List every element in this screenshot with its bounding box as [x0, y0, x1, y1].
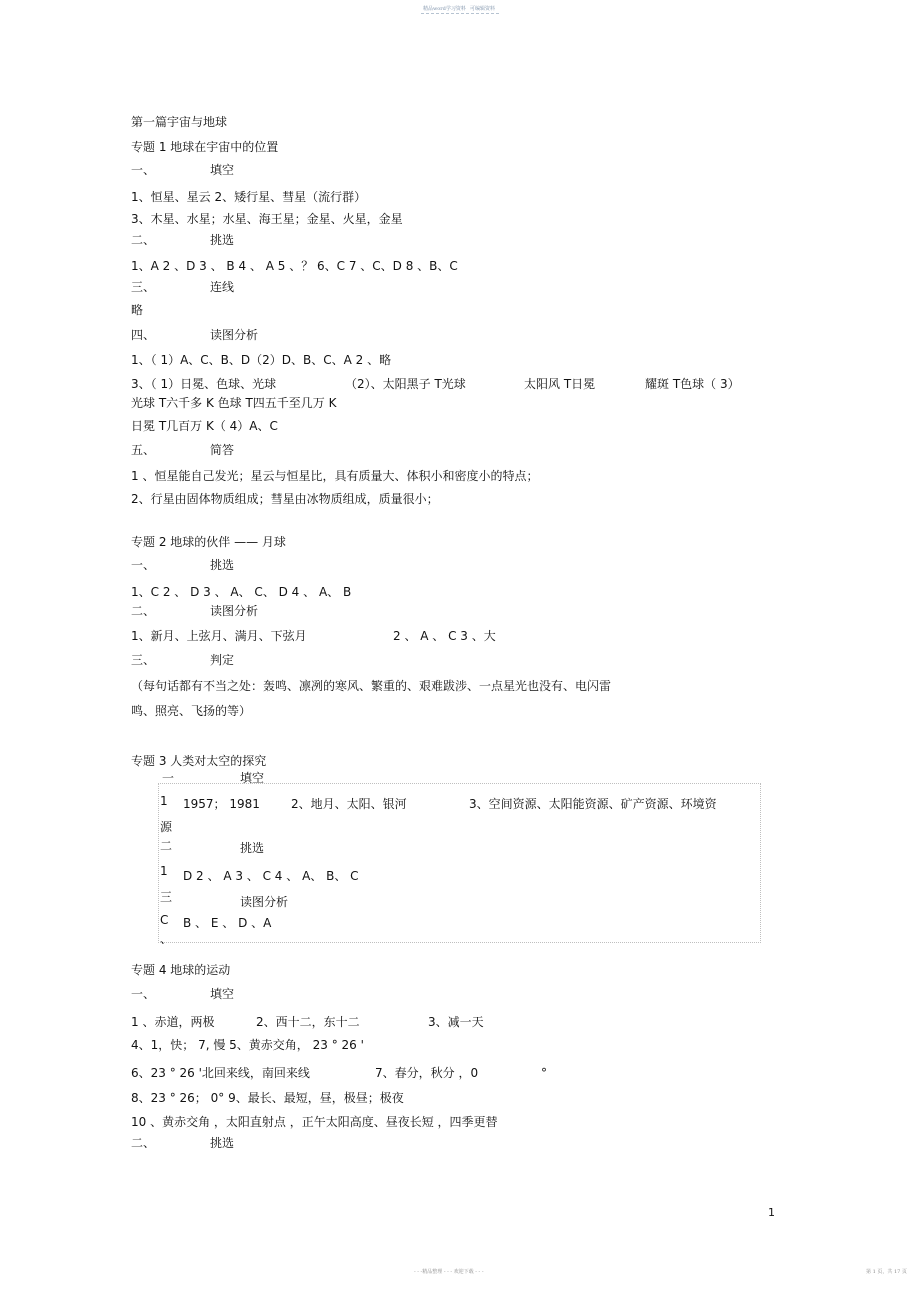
section-number: 二 — [160, 839, 173, 853]
answer-line: 光球 T六千多 K 色球 T四五千至几万 K — [131, 396, 337, 410]
section-label: 连线 — [210, 280, 235, 294]
section-label: 读图分析 — [210, 604, 259, 618]
answer-line: 太阳风 T日冕 — [524, 377, 596, 391]
answer-line: 10 、黄赤交角 ，太阳直射点 ，正午太阳高度、昼夜长短 ，四季更替 — [131, 1115, 498, 1129]
section-number: 一、 — [131, 558, 156, 572]
answer-line: （每句话都有不当之处：轰鸣、凛冽的寒风、繁重的、艰难跋涉、一点星光也没有、电闪雷 — [131, 679, 612, 693]
section-label: 填空 — [240, 771, 265, 785]
answer-line: 1 、赤道，两极 — [131, 1015, 215, 1029]
section-number: 四、 — [131, 328, 156, 342]
answer-line: 1、恒星、星云 2、矮行星、彗星（流行群） — [131, 190, 367, 204]
answer-line: 日冕 T几百万 K（ 4）A、C — [131, 419, 278, 433]
topic-title: 专题 3 人类对太空的探究 — [131, 754, 267, 768]
answer-line: D 2 、 A 3 、 C 4 、 A、 B、 C — [183, 869, 359, 883]
section-number: 五、 — [131, 443, 156, 457]
section-number: 二、 — [131, 604, 156, 618]
answer-line: （2）、太阳黑子 T光球 — [345, 377, 466, 391]
answer-line: 2 、 A 、 C 3 、大 — [393, 629, 496, 643]
section-label: 读图分析 — [210, 328, 259, 342]
section-label: 判定 — [210, 653, 235, 667]
section-number: 三、 — [131, 653, 156, 667]
answer-line: 3、减一天 — [428, 1015, 484, 1029]
topic-title: 专题 1 地球在宇宙中的位置 — [131, 140, 279, 154]
answer-line: 1957； 1981 — [183, 797, 260, 811]
answer-line: 1、（ 1）A、C、B、D（2）D、B、C、A 2 、略 — [131, 353, 392, 367]
answer-line: 1、C 2 、 D 3 、 A、 C、 D 4 、 A、 B — [131, 585, 352, 599]
section-number: 三 — [160, 890, 173, 904]
section-label: 挑选 — [210, 233, 235, 247]
answer-line: 3、木星、水星；水星、海王星；金星、火星，金星 — [131, 212, 403, 226]
answer-line: ° — [541, 1066, 547, 1080]
item-marker: 1 — [160, 794, 168, 808]
section-label: 挑选 — [210, 558, 235, 572]
section-number: 一、 — [131, 987, 156, 1001]
answer-line: 7、春分，秋分 ，0 — [375, 1066, 479, 1080]
answer-line: 6、23 ° 26 '北回来线，南回来线 — [131, 1066, 310, 1080]
section-number: 三、 — [131, 280, 156, 294]
answer-line: 2、行星由固体物质组成；彗星由冰物质组成，质量很小； — [131, 492, 439, 506]
item-marker: C — [160, 913, 169, 927]
answer-line: 2、西十二，东十二 — [256, 1015, 360, 1029]
section-label: 填空 — [210, 163, 235, 177]
section-number: 一 — [162, 771, 175, 785]
footer-page-info: 第 1 页，共 17 页 — [866, 1269, 907, 1275]
footer-center-text: - - -精品整理 - - - 欢迎下载 - - - — [414, 1269, 484, 1275]
topic-title: 专题 4 地球的运动 — [131, 963, 231, 977]
part-title: 第一篇宇宙与地球 — [131, 115, 228, 129]
section-label: 挑选 — [210, 1136, 235, 1150]
answer-line: 3、（ 1）日冕、色球、光球 — [131, 377, 277, 391]
answer-line: 3、空间资源、太阳能资源、矿产资源、环境资 — [469, 797, 717, 811]
answer-line: 略 — [131, 303, 144, 317]
section-number: 二、 — [131, 233, 156, 247]
answer-line: 1、新月、上弦月、满月、下弦月 — [131, 629, 307, 643]
section-number: 一、 — [131, 163, 156, 177]
header-divider — [421, 13, 499, 14]
answer-line: 2、地月、太阳、银河 — [291, 797, 407, 811]
item-marker: 、 — [160, 932, 173, 946]
answer-line: 鸣、照亮、飞扬的等） — [131, 704, 252, 718]
answer-line: B 、 E 、 D 、A — [183, 916, 272, 930]
answer-line: 4、1，快； 7, 慢 5、黄赤交角， 23 ° 26 ' — [131, 1038, 364, 1052]
header-left-text: 精品word学习资料 — [423, 6, 466, 12]
section-label: 读图分析 — [240, 895, 289, 909]
section-label: 挑选 — [240, 841, 265, 855]
header-right-text: 可编辑资料 — [470, 6, 496, 12]
item-marker: 1 — [160, 864, 168, 878]
page-number: 1 — [768, 1206, 775, 1219]
section-label: 简答 — [210, 443, 235, 457]
answer-line: 耀斑 T色球（ 3） — [645, 377, 740, 391]
answer-line: 源 — [160, 820, 173, 834]
answer-line: 8、23 ° 26； 0° 9、最长、最短，昼，极昼；极夜 — [131, 1091, 404, 1105]
answer-line: 1 、恒星能自己发光；星云与恒星比，具有质量大、体积小和密度小的特点； — [131, 469, 539, 483]
answer-line: 1、A 2 、D 3 、 B 4 、 A 5 、？ 6、C 7 、C、D 8 、B、C — [131, 259, 458, 273]
section-number: 二、 — [131, 1136, 156, 1150]
section-label: 填空 — [210, 987, 235, 1001]
topic-title: 专题 2 地球的伙伴 —— 月球 — [131, 535, 286, 549]
